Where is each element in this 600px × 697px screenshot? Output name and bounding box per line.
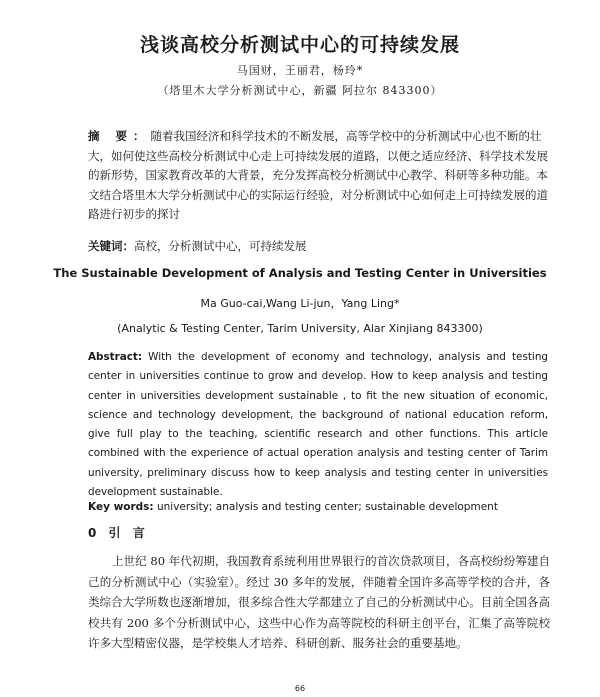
keywords-english: [88, 498, 548, 516]
keywords-english-label: Key words:: [88, 501, 154, 513]
keywords-chinese-label: 关键词：: [88, 239, 134, 253]
abstract-english: [88, 348, 548, 502]
page-number: 66: [294, 684, 306, 693]
abstract-chinese-label: 摘 要：: [88, 129, 151, 143]
abstract-english-text: With the development of economy and technology, analysis and testing center in universities continue to grow and develop. How to keep analysis and testing center in universities development sustainable , to fit the new situation of economic, science and technology development, the background of national education reform, give full play to the teaching, scientific research and other functions. This article combined with the experience of actual operation analysis and testing center of Tarim university, preliminary discuss how to keep analysis and testing center in universities development sustainable.: [88, 351, 548, 499]
abstract-english-label: Abstract:: [88, 351, 143, 363]
body-paragraph: 上世纪 80 年代初期，我国教育系统利用世界银行的首次贷款项目，各高校纷纷筹建自己的分析测试中心（实验室）。经过 30 多年的发展，伴随着全国许多高等学校的合并，各类综合大学所数也逐渐增加，很多综合性大学都建立了自己的分析测试中心。目前全国各高校共有 200 多个分析测试中心，这些中心作为高等院校的科研主创平台，汇集了高等院校许多大型精密仪器，是学校集人才培养、科研创新、服务社会的重要基地。: [88, 554, 550, 650]
paper-title: 浅谈高校分析测试中心的可持续发展: [139, 34, 460, 56]
keywords-chinese-text: 高校，分析测试中心，可持续发展: [134, 239, 307, 253]
authors-english: Ma Guo-cai,Wang Li-jun，Yang Ling*: [200, 297, 400, 310]
paper-title-english: The Sustainable Development of Analysis and Testing Center in Universities: [53, 266, 547, 280]
affiliation-chinese: （塔里木大学分析测试中心，新疆 阿拉尔 843300）: [157, 84, 443, 97]
abstract-chinese: [88, 127, 548, 225]
abstract-chinese-text: 随着我国经济和科学技术的不断发展，高等学校中的分析测试中心也不断的壮大，如何使这些高校分析测试中心走上可持续发展的道路，以便之适应经济、科学技术发展的新形势，国家教育改革的大背景，充分发挥高校分析测试中心教学、科研等多种功能。本文结合塔里木大学分析测试中心的实际运行经验，对分析测试中心如何走上可持续发展的道路进行初步的探讨: [88, 129, 548, 221]
affiliation-english: (Analytic & Testing Center, Tarim University, Alar Xinjiang 843300): [117, 322, 483, 335]
keywords-chinese: [88, 237, 548, 255]
section-heading-introduction: 0 引 言: [88, 526, 149, 540]
keywords-english-text: university; analysis and testing center; sustainable development: [156, 501, 498, 513]
authors-chinese: 马国财，王丽君，杨玲*: [236, 64, 364, 77]
